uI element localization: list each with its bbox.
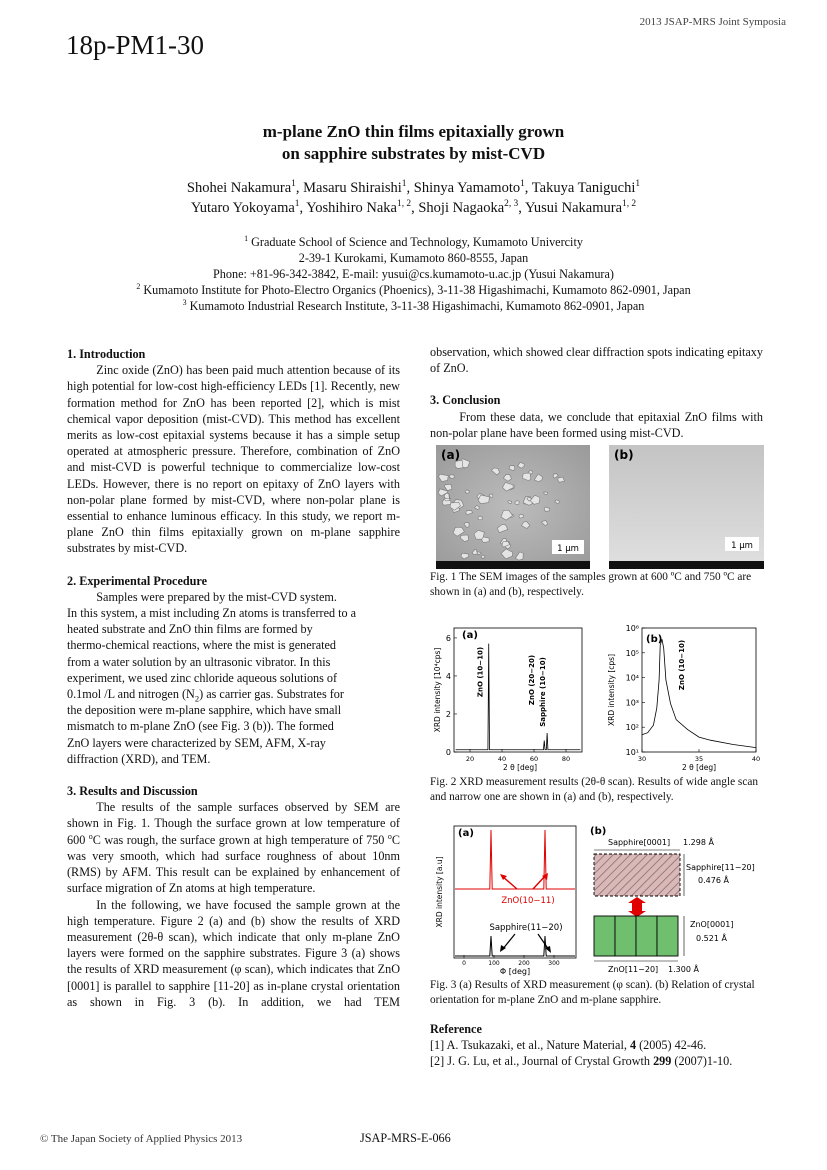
peak-label: ZnO (10−10): [476, 646, 485, 698]
author: Shinya Yamamoto: [413, 180, 521, 196]
y-tick-label: 10⁴: [625, 673, 639, 683]
fig1-label-a: (a): [441, 448, 461, 462]
footer-copyright: © The Japan Society of Applied Physics 2013: [40, 1133, 243, 1145]
scale-label-b: 1 μm: [731, 541, 753, 551]
plot-frame: [454, 826, 576, 958]
text-fragment: C was rough, the surface grown at high temperature of 750: [92, 832, 388, 847]
zno-0001-value: 0.521 Å: [696, 934, 727, 943]
sapphire-series-label: Sapphire(11−20): [489, 923, 563, 933]
paper-id: 18p-PM1-30: [66, 30, 205, 60]
xrd-narrow-scan-line: [642, 639, 756, 747]
affiliation-name: Kumamoto Industrial Research Institute, 3-11-38 Higashimachi, Kumamoto 862-0901, Japan: [189, 299, 645, 313]
sapphire-0001-value: 1.298 Å: [683, 838, 714, 847]
panel-label: (b): [590, 826, 607, 837]
affiliation-1-contact: Phone: +81-96-342-3842, E-mail: yusui@cs.kumamoto-u.ac.jp (Yusui Nakamura): [213, 267, 614, 281]
author-affiliation: 2, 3: [504, 199, 519, 210]
references: [430, 1021, 763, 1070]
zno-11-20-value: 1.300 Å: [668, 965, 699, 974]
sapphire-11-20-label: Sapphire[11−20]: [686, 863, 755, 872]
panel-label: (a): [462, 630, 478, 641]
affiliation-number: 1: [244, 233, 249, 243]
section-heading: 3. Conclusion: [430, 393, 501, 408]
right-column: [430, 344, 763, 441]
section-heading: Reference: [430, 1022, 482, 1036]
author: Masaru Shiraishi: [303, 180, 402, 196]
zno-11-20-label: ZnO[11−20]: [608, 965, 659, 974]
panel-label: (b): [646, 634, 663, 645]
author-affiliation: 1: [635, 179, 641, 190]
symposium-header: 2013 JSAP-MRS Joint Symposia: [639, 16, 786, 28]
fig2-caption: Fig. 2 XRD measurement results (2θ-θ scan). Results of wide angle scan and narrow one are shown in (a) and (b), respectively.: [430, 776, 759, 803]
y-tick-label: 10²: [625, 723, 639, 733]
x-axis-label: 2 θ [deg]: [502, 763, 538, 772]
text-fragment: ) as carrier gas. Substrates for: [199, 687, 344, 702]
x-ticks: [462, 955, 560, 967]
x-tick-label: 20: [465, 755, 475, 763]
section-heading: 1. Introduction: [67, 347, 146, 361]
author-list: [0, 178, 827, 218]
sem-info-bar: [436, 561, 590, 569]
text-fragment: C was very smooth, which had surface roughness of about 10nm (RMS) by AFM. This result can be explained by enhancement of surface migration of Zn atoms at high temperature.: [67, 832, 400, 896]
reference-2: [2] J. G. Lu, et al., Journal of Crystal Growth 299 (2007)1-10.: [430, 1054, 733, 1069]
results-paragraph-2: In the following, we have focused the sample grown at the high temperature. Figure 2 (a) and (b) show the results of XRD measurement (2θ-θ scan), which indicate that only m-plane ZnO layers were formed on the sapphire substrates. Figure 3 (a) shows the results of XRD measurement (φ scan), which indicates that ZnO [0001] is parallel to sapphire [11-20] as in-plane crystal orientation as shown in Fig. 3 (b). In addition, we had TEM: [67, 897, 400, 1009]
affiliation-2: [0, 282, 827, 298]
x-tick-label: 0: [462, 960, 466, 967]
text-line: diffraction (XRD), and TEM.: [67, 751, 211, 766]
section-heading: 2. Experimental Procedure: [67, 573, 208, 588]
text-fragment: 0.1mol /L and nitrogen (N: [67, 687, 195, 702]
x-axis-label: 2 θ [deg]: [681, 763, 717, 772]
sapphire-unit-cell: [594, 854, 680, 896]
section-heading: 3. Results and Discussion: [67, 784, 198, 799]
affiliation-number: 3: [182, 297, 187, 307]
author: Yutaro Yokoyama: [190, 200, 295, 216]
text-line: Samples were prepared by the mist-CVD system.: [96, 589, 337, 604]
fig3-caption: Fig. 3 (a) Results of XRD measurement (φ scan). (b) Relation of crystal orientation for m-plane ZnO and m-plane sapphire.: [430, 979, 755, 1006]
author: Shohei Nakamura: [186, 180, 292, 196]
text-fragment: The results of the sample surfaces observed by SEM are shown in Fig. 1. Though the surface grown at low temperature of 600: [67, 800, 400, 847]
author: Takuya Taniguchi: [531, 180, 636, 196]
y-ticks: [446, 634, 457, 757]
text-line: heated substrate and ZnO thin films are formed by: [67, 622, 313, 637]
y-tick-label: 0: [445, 748, 451, 757]
fig1-sem-images: [436, 445, 764, 569]
x-tick-label: 30: [637, 755, 647, 763]
author: Yusui Nakamura: [524, 200, 623, 216]
sem-grain: [482, 537, 490, 543]
x-tick-label: 40: [497, 755, 507, 763]
title-line-1: m-plane ZnO thin films epitaxially grown: [262, 122, 565, 141]
y-tick-label: 10³: [625, 698, 639, 708]
peak-label: ZnO (10−10): [678, 639, 686, 691]
author-affiliation: 1: [520, 179, 525, 190]
author-affiliation: 1: [291, 179, 296, 190]
fig1-caption: Fig. 1 The SEM images of the samples grown at 600 ºC and 750 ºC are shown in (a) and (b), respectively.: [430, 571, 752, 598]
arrowhead: [628, 897, 646, 903]
affiliation-3: [0, 298, 827, 314]
y-axis-label: XRD intensity [cps]: [607, 653, 616, 727]
y-tick-label: 6: [445, 633, 451, 643]
title-line-2: on sapphire substrates by mist-CVD: [281, 144, 546, 163]
reference-1: [1] A. Tsukazaki, et al., Nature Material, 4 (2005) 42-46.: [430, 1038, 707, 1053]
fig3a-chart: [430, 820, 582, 978]
panel-label: (a): [458, 828, 474, 839]
text-line: thermo-chemical reactions, where the mist is generated: [67, 638, 337, 653]
peak-label: Sapphire (10−10): [539, 657, 548, 727]
author-line-2: Yutaro Yokoyama$^1$, Yoshihiro Naka$^{1, 2}$, Shoji Nagaoka$^{2, 3}$, Yusui Nakamura$^{1, 2}$: [190, 199, 637, 216]
author: Shoji Nagaoka: [418, 200, 505, 216]
x-axis-label: Φ [deg]: [499, 967, 531, 976]
sem-info-bar: [609, 561, 764, 569]
y-tick-label: 10⁶: [625, 624, 639, 633]
arrow-body: [632, 902, 642, 912]
x-tick-label: 60: [529, 755, 539, 763]
x-tick-label: 35: [694, 755, 704, 763]
affiliation-1-address: 2-39-1 Kurokami, Kumamoto 860-8555, Japan: [298, 251, 529, 265]
x-tick-label: 200: [518, 960, 530, 967]
text-line: mismatch to m-plane ZnO (see Fig. 3 (b)). The formed: [67, 719, 334, 734]
zno-cell: [657, 916, 678, 956]
sapphire-11-20-value: 0.476 Å: [698, 876, 729, 885]
x-tick-label: 40: [751, 755, 761, 763]
x-tick-label: 100: [488, 960, 500, 967]
text-line: ZnO layers were characterized by SEM, AFM, X-ray: [67, 735, 326, 750]
text-line: In this system, a mist including Zn atoms is transferred to a: [67, 606, 357, 621]
paper-title: [0, 121, 827, 165]
affiliation-1: [0, 234, 827, 250]
x-tick-label: 300: [548, 960, 560, 967]
zno-cell: [594, 916, 615, 956]
affiliation-name: Graduate School of Science and Technology, Kumamoto Univercity: [251, 235, 583, 249]
y-tick-label: 10¹: [625, 748, 639, 757]
author-affiliation: 1, 2: [622, 199, 637, 210]
experimental-paragraph: [67, 589, 400, 767]
y-axis-label: XRD intensity [a.u]: [435, 856, 444, 928]
x-tick-label: 80: [561, 755, 571, 763]
xrd-wide-scan-line: [456, 644, 581, 750]
fig1-label-b: (b): [614, 448, 634, 462]
y-tick-label: 4: [445, 671, 451, 681]
x-ticks: [466, 749, 570, 763]
text-line: [67, 686, 400, 702]
sapphire-phi-scan-line: [455, 936, 575, 956]
fig2a-chart: [430, 620, 588, 772]
intro-paragraph: Zinc oxide (ZnO) has been paid much attention because of its high potential for low-cost high-efficiency LEDs [1]. Recently, new formation method for ZnO has been reported [2], which is mist chemical vapor deposition (mist-CVD). This method has excellent merits as low-cost epitaxial systems because it has a simple setup operated at atmospheric pressure. Therefore, combination of ZnO and mist-CVD is powerful technique to commercialize low-cost LEDs. However, there is no report on epitaxy of ZnO layers with non-polar plane formed by mist-CVD, where non-polar plane is essential to enhance luminous efficacy. In this study, we report m-plane ZnO thin films epitaxially grown on m-plane sapphire substrates by mist-CVD.: [67, 363, 400, 556]
sapphire-0001-label: Sapphire[0001]: [608, 838, 671, 847]
sem-grain: [519, 514, 524, 518]
y-axis-label: XRD intensity [10⁴cps]: [433, 647, 442, 733]
alignment-arrow: [628, 897, 646, 917]
affiliations: [0, 234, 827, 314]
fig3b-crystal-diagram: [588, 820, 766, 978]
zno-series-label: ZnO(10−11): [501, 896, 555, 906]
author: Yoshihiro Naka: [306, 200, 397, 216]
x-ticks: [638, 749, 760, 763]
footer-code: JSAP-MRS-E-066: [360, 1131, 451, 1145]
zno-cell: [615, 916, 636, 956]
left-column: [67, 346, 400, 1010]
results-paragraph-1: [67, 799, 400, 896]
fig2b-chart: [604, 620, 764, 772]
subscript: 2: [194, 693, 200, 704]
arrows: [500, 873, 551, 953]
text-line: from a water solution by an ultrasonic vibrator. In this: [67, 654, 331, 669]
text-line: experiment, we used zinc chloride aqueous solutions of: [67, 670, 338, 685]
affiliation-name: Kumamoto Institute for Photo-Electro Organics (Phoenics), 3-11-38 Higashimachi, Kumamoto 862-0901, Japan: [143, 283, 691, 297]
zno-unit-cells: [594, 916, 678, 956]
author-affiliation: 1, 2: [397, 199, 412, 210]
plot-frame: [454, 628, 582, 752]
plot-frame: [642, 628, 756, 752]
zno-cell: [636, 916, 657, 956]
affiliation-number: 2: [136, 281, 141, 291]
results-continued: observation, which showed clear diffraction spots indicating epitaxy of ZnO.: [430, 345, 763, 376]
y-tick-label: 10⁵: [625, 648, 639, 658]
scale-label-a: 1 μm: [557, 544, 579, 554]
zno-0001-label: ZnO[0001]: [690, 920, 734, 929]
peak-label: ZnO (20−20): [528, 654, 537, 706]
author-affiliation: 1: [401, 179, 407, 190]
degree-mark: o: [88, 831, 93, 841]
conclusion-paragraph: From these data, we conclude that epitaxial ZnO films with non-polar plane have been formed using mist-CVD.: [430, 409, 763, 440]
y-tick-label: 2: [445, 709, 451, 719]
author-affiliation: 1: [294, 199, 300, 210]
author-line-1: Shohei Nakamura$^1$, Masaru Shiraishi$^1$, Shinya Yamamoto$^1$, Takuya Taniguchi$^1$: [186, 179, 641, 196]
text-line: the deposition were m-plane sapphire, which have small: [67, 703, 342, 718]
sem-grain: [478, 516, 483, 520]
degree-mark: o: [387, 831, 392, 841]
peak-labels: [477, 647, 547, 727]
